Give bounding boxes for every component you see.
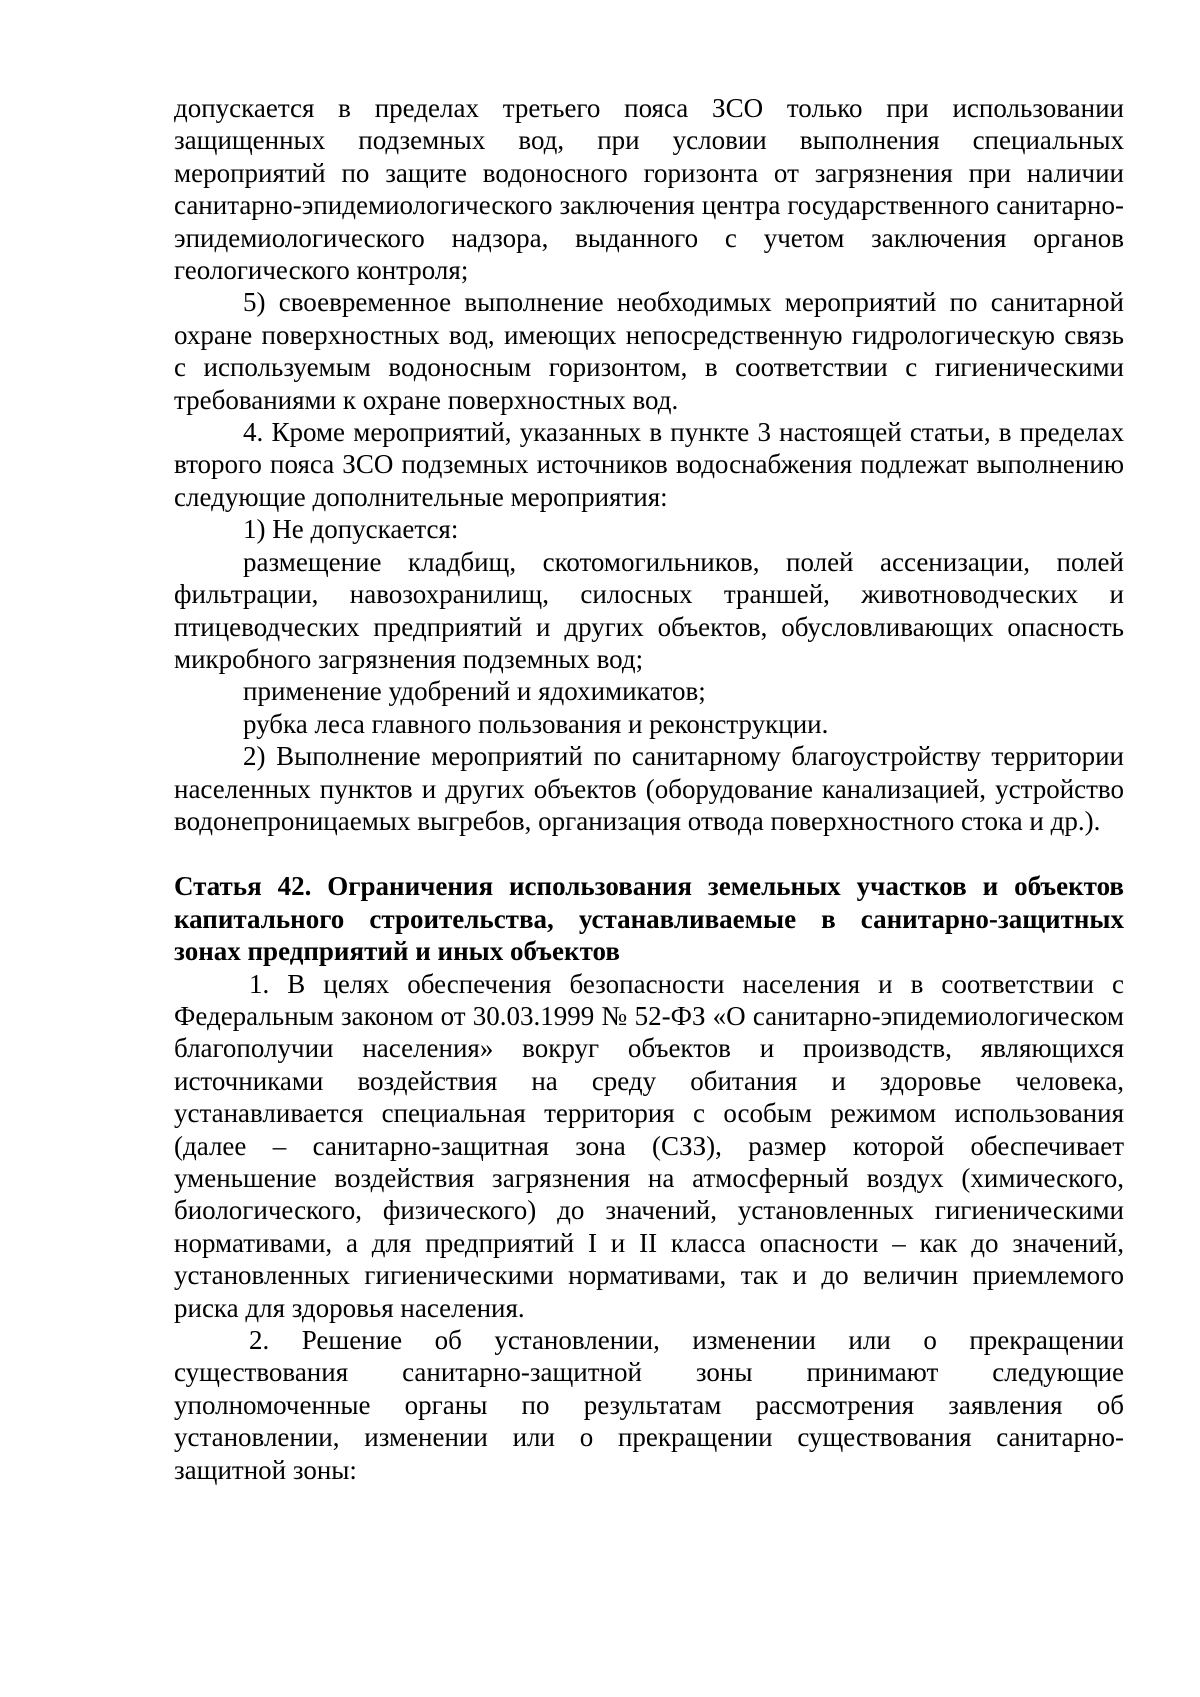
paragraph-prohibition-list: размещение кладбищ, скотомогильников, полей ассенизации, полей фильтрации, навозохранилищ, силосных траншей, животноводческих и птицеводческих предприятий и других объектов, обусловливающих опасность микробного загрязнения подземных вод; (174, 546, 1124, 674)
paragraph-item-5: 5) своевременное выполнение необходимых мероприятий по санитарной охране поверхностных вод, имеющих непосредственную гидрологическую связь с используемым водоносным горизонтом, в соответствии с гигиеническими требованиями к охране поверхностных вод. (174, 287, 1124, 415)
document-page (174, 92, 1124, 1486)
paragraph-subitem-2: 2) Выполнение мероприятий по санитарному благоустройству территории населенных пунктов и других объектов (оборудование канализацией, устройство водонепроницаемых выгребов, организация отвода поверхностного стока и др.). (174, 741, 1124, 836)
article-paragraph-1: 1. В целях обеспечения безопасности населения и в соответствии с Федеральным законом от 30.03.1999 № 52-ФЗ «О санитарно-эпидемиологическом благополучии населения» вокруг объектов и производств, являющихся источниками воздействия на среду обитания и здоровье человека, устанавливается специальная территория с особым режимом использования (далее – санитарно-защитная зона (СЗЗ), размер которой обеспечивает уменьшение воздействия загрязнения на атмосферный воздух (химического, биологического, физического) до значений, установленных гигиеническими нормативами, а для предприятий I и II класса опасности – как до значений, установленных гигиеническими нормативами, так и до величин приемлемого риска для здоровья населения. (174, 968, 1124, 1323)
article-paragraph-2: 2. Решение об установлении, изменении или о прекращении существования санитарно-защитной зоны принимают следующие уполномоченные органы по результатам рассмотрения заявления об установлении, изменении или о прекращении существования санитарно-защитной зоны: (174, 1325, 1124, 1485)
article-heading: Статья 42. Ограничения использования земельных участков и объектов капитального строительства, устанавливаемые в санитарно-защитных зонах предприятий и иных объектов (174, 871, 1124, 967)
paragraph-prohibition-fertilizers: применение удобрений и ядохимикатов; (243, 676, 706, 707)
paragraph-continuation: допускается в пределах третьего пояса ЗСО только при использовании защищенных подземных вод, при условии выполнения специальных мероприятий по защите водоносного горизонта от загрязнения при наличии санитарно-эпидемиологического заключения центра государственного санитарно-эпидемиологического надзора, выданного с учетом заключения органов геологического контроля; (174, 93, 1124, 286)
paragraph-prohibition-logging: рубка леса главного пользования и реконструкции. (243, 708, 829, 739)
paragraph-point-4: 4. Кроме мероприятий, указанных в пункте 3 настоящей статьи, в пределах второго пояса ЗСО подземных источников водоснабжения подлежат выполнению следующие дополнительные мероприятия: (174, 417, 1124, 512)
paragraph-subitem-1: 1) Не допускается: (243, 514, 459, 545)
